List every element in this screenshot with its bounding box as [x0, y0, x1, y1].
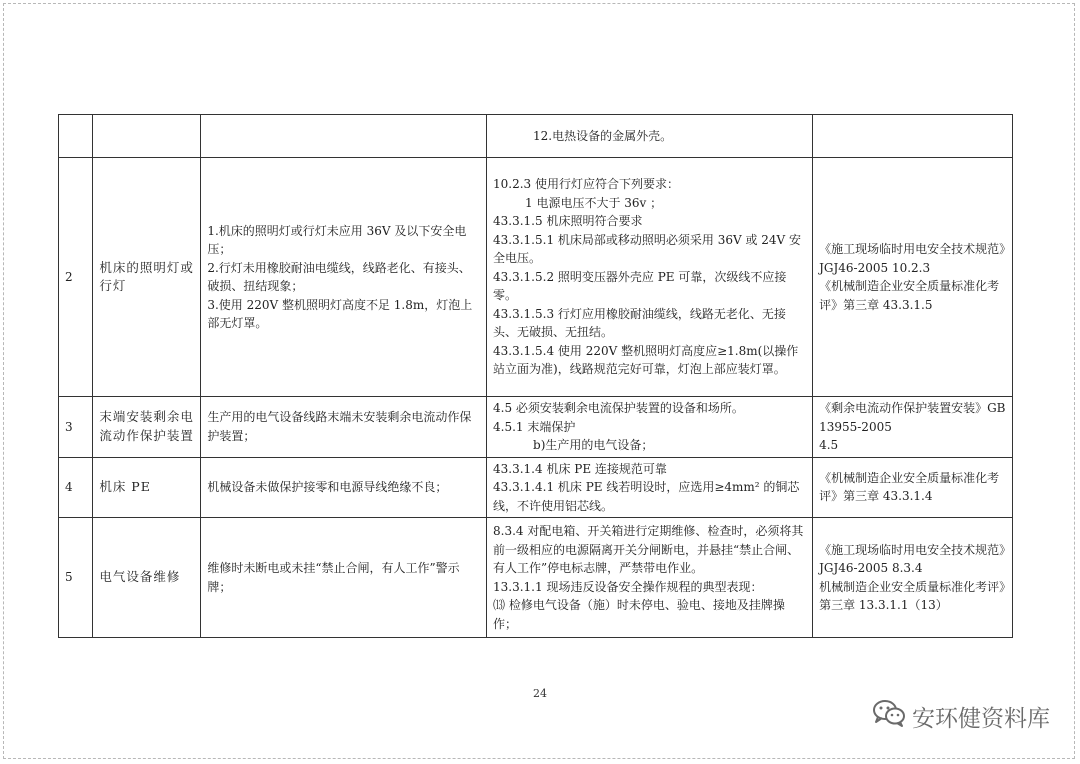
requirement-line: 1 电源电压不大于 36v ； [525, 195, 663, 210]
requirements-cell [487, 158, 813, 397]
requirement-line: 43.3.1.5.1 机床局部或移动照明必须采用 36V 或 24V 安全电压。 [493, 232, 802, 266]
row-number-cell: 3 [59, 397, 93, 458]
hazard-cell [201, 457, 487, 518]
requirement-line: 43.3.1.4 机床 PE 连接规范可靠 [493, 461, 667, 476]
requirement-line: 43.3.1.5.2 照明变压器外壳应 PE 可靠，次级线不应接零。 [493, 269, 787, 303]
basis-line: 《施工现场临时用电安全技术规范》JGJ46-2005 8.3.4 [819, 542, 1006, 575]
requirement-line: 12.电热设备的金属外壳。 [533, 128, 673, 143]
requirements-cell [487, 518, 813, 638]
hazard-cell [201, 397, 487, 458]
wechat-icon [872, 698, 906, 734]
table-row [59, 158, 1013, 397]
basis-cell [813, 158, 1013, 397]
basis-line: 《机械制造企业安全质量标准化考评》第三章 43.3.1.4 [819, 470, 1000, 504]
requirement-line: 10.2.3 使用行灯应符合下列要求： [493, 177, 679, 192]
hazard-cell [201, 115, 487, 158]
hazard-line: 1.机床的照明灯或行灯未应用 36V 及以下安全电压； [207, 223, 467, 256]
requirement-line: 4.5.1 末端保护 [493, 419, 576, 434]
table-row [59, 518, 1013, 638]
requirement-line: 13.3.1.1 现场违反设备安全操作规程的典型表现： [493, 579, 763, 594]
regulation-table [58, 114, 1013, 638]
basis-line: 机械制造企业安全质量标准化考评》第三章 13.3.1.1（13） [819, 579, 1006, 612]
hazard-cell [201, 518, 487, 638]
table-row [59, 457, 1013, 518]
basis-cell [813, 115, 1013, 158]
page-number: 24 [533, 687, 547, 700]
table-row [59, 115, 1013, 158]
hazard-line: 生产用的电气设备线路末端未安装剩余电流动作保护装置； [207, 410, 472, 443]
item-cell: 末端安装剩余电流动作保护装置 [93, 397, 201, 458]
requirements-cell [487, 115, 813, 158]
basis-cell [813, 518, 1013, 638]
row-number-cell [59, 115, 93, 158]
basis-cell [813, 397, 1013, 458]
watermark [872, 698, 1050, 734]
basis-line: 《剩余电流动作保护装置安装》GB13955-2005 [819, 401, 1006, 434]
watermark-text: 安环健资料库 [912, 705, 1050, 732]
hazard-line: 机械设备未做保护接零和电源导线绝缘不良； [207, 480, 448, 494]
basis-cell [813, 457, 1013, 518]
requirement-line: 8.3.4 对配电箱、开关箱进行定期维修、检查时，必须将其前一级相应的电源隔离开关分闸断电，并悬挂“禁止合闸、有人工作”停电标志牌，严禁带电作业。 [493, 524, 804, 575]
requirement-line: 4.5 必须安装剩余电流保护装置的设备和场所。 [493, 401, 744, 415]
hazard-line: 3.使用 220V 整机照明灯高度不足 1.8m，灯泡上部无灯罩。 [207, 297, 473, 330]
requirement-line: 43.3.1.5.3 行灯应用橡胶耐油缆线，线路无老化、无接头、无破损、无扭结。 [493, 306, 786, 340]
item-cell: 机床的照明灯或行灯 [93, 158, 201, 397]
requirement-line: ⒀ 检修电气设备（施）时未停电、验电、接地及挂牌操作； [493, 598, 785, 631]
hazard-line: 2.行灯未用橡胶耐油电缆线，线路老化、有接头、破损、扭结现象； [207, 260, 471, 293]
table-row [59, 397, 1013, 458]
requirement-line: 43.3.1.5 机床照明符合要求 [493, 214, 643, 229]
row-number-cell: 2 [59, 158, 93, 397]
requirements-cell [487, 457, 813, 518]
item-cell: 电气设备维修 [93, 518, 201, 638]
hazard-line: 维修时未断电或未挂“禁止合闸，有人工作”警示牌； [207, 561, 460, 594]
basis-line: 4.5 [819, 438, 839, 452]
requirements-cell [487, 397, 813, 458]
basis-line: 《施工现场临时用电安全技术规范》JGJ46-2005 10.2.3 [819, 242, 1006, 275]
requirement-line: b)生产用的电气设备； [533, 438, 654, 452]
hazard-cell [201, 158, 487, 397]
row-number-cell: 4 [59, 457, 93, 518]
basis-line: 《机械制造企业安全质量标准化考评》第三章 43.3.1.5 [819, 279, 1000, 312]
requirement-line: 43.3.1.5.4 使用 220V 整机照明灯高度应≥1.8m(以操作站立面为准)，线路规范完好可靠，灯泡上部应装灯罩。 [493, 343, 799, 377]
item-cell [93, 115, 201, 158]
row-number-cell: 5 [59, 518, 93, 638]
item-cell: 机床 PE [93, 457, 201, 518]
requirement-line: 43.3.1.4.1 机床 PE 线若明设时，应选用≥4mm² 的铜芯线，不许使用铝芯线。 [493, 480, 800, 513]
